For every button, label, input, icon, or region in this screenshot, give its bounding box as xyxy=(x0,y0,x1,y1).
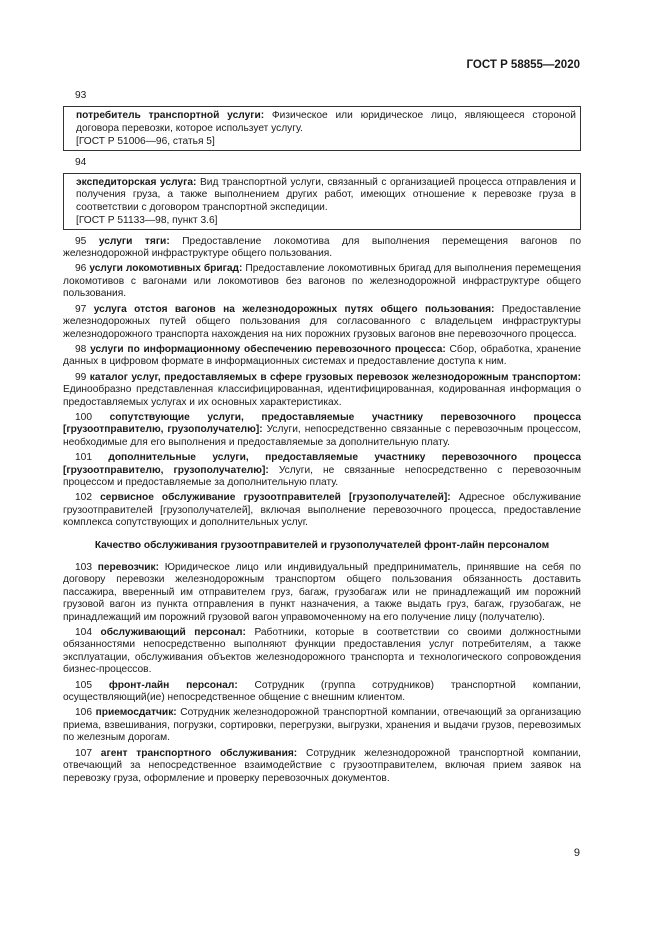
term-definition-paragraph xyxy=(76,177,576,214)
term-name: сопутствующие услуги, предоставляемые участнику перевозочного процесса [грузоотправителю, грузополучателю]: xyxy=(63,411,581,436)
page-content xyxy=(63,90,581,788)
term-definition: Адресное обслуживание грузоотправителей [грузополучателей], включая выполнение перевозочного процесса, предоставление комплекса сопутствующих и дополнительных услуг. xyxy=(63,492,581,529)
term-name: агент транспортного обслуживания: xyxy=(100,747,298,759)
term-definition: Предоставление железнодорожных путей общего пользования для согласованного с владельцем инфраструктуры железнодорожного транспорта нахождения на них порожних грузовых вагонов вне перевозочного процесса. xyxy=(63,303,581,340)
document-id: ГОСТ Р 58855—2020 xyxy=(466,59,580,71)
term-name: услуга отстоя вагонов на железнодорожных путях общего пользования: xyxy=(93,303,495,315)
term-definition: Предоставление локомотивных бригад для выполнения перемещения локомотивов с вагонами или локомотивов без вагонов по железнодорожной инфраструктуре общего пользования. xyxy=(63,263,582,300)
term-name: потребитель транспортной услуги: xyxy=(76,110,265,122)
term-number: 99 xyxy=(75,371,87,383)
term-name: сервисное обслуживание грузоотправителей [грузополучателей]: xyxy=(100,492,451,504)
term-definition: Физическое или юридическое лицо, являющееся стороной договора перевозки, которое использует услугу. xyxy=(76,110,576,134)
term-reference: [ГОСТ Р 51133—98, пункт 3.6] xyxy=(76,215,218,227)
term-number: 101 xyxy=(75,452,92,464)
term-name: приемосдатчик: xyxy=(95,707,177,719)
section-heading: Качество обслуживания грузоотправителей и грузополучателей фронт-лайн персоналом xyxy=(94,539,550,551)
term-entry xyxy=(63,452,581,489)
term-definition: Работники, которые в соответствии со своими должностными обязанностями непосредственно выполняют функции предоставления услуг потребителям, а также эксплуатации, обслуживания объектов железнодорожного транспорта и технологического сопровождения бизнес-процессов. xyxy=(63,627,581,676)
term-number: 107 xyxy=(75,747,92,759)
term-name: каталог услуг, предоставляемых в сфере грузовых перевозок железнодорожным транспортом: xyxy=(89,371,581,383)
term-number: 105 xyxy=(75,679,92,691)
term-entry xyxy=(63,680,581,705)
term-number: 106 xyxy=(75,707,92,719)
term-entry xyxy=(63,627,581,677)
term-entry xyxy=(63,372,581,409)
term-number: 97 xyxy=(75,303,87,315)
term-definition: Сбор, обработка, хранение данных в цифровом формате в информационных системах и предоставление доступа к ним. xyxy=(63,343,581,368)
term-definition: Услуги, не связанные непосредственно с перевозочным процессом и предоставляемые за дополнительную плату. xyxy=(63,464,582,488)
term-name: обслуживающий персонал: xyxy=(100,627,246,639)
term-entry xyxy=(63,707,581,744)
term-definition-paragraph xyxy=(76,110,576,135)
term-definition: Сотрудник (группа сотрудников) транспортной компании, осуществляющий(ие) непосредственное общение с внешним клиентом. xyxy=(63,679,581,704)
term-entry xyxy=(63,236,581,261)
term-name: перевозчик: xyxy=(97,562,159,573)
boxed-term xyxy=(63,106,581,150)
term-definition: Сотрудник железнодорожной транспортной компании, отвечающий за непосредственное взаимодействие с грузоотправителем, включая прием заявок на перевозку груза, оформление и проверку перевозочных документов. xyxy=(63,747,581,784)
term-name: услуги локомотивных бригад: xyxy=(89,263,243,275)
term-number: 98 xyxy=(75,343,87,355)
term-number: 96 xyxy=(75,263,87,275)
term-definition: Предоставление локомотива для выполнения перемещения вагонов по железнодорожной инфраструктуре общего пользования. xyxy=(63,235,581,260)
term-number: 103 xyxy=(75,562,92,573)
term-number: 95 xyxy=(75,235,87,247)
term-name: дополнительные услуги, предоставляемые участнику перевозочного процесса [грузоотправителю, грузополучателю]: xyxy=(63,452,581,476)
term-number: 100 xyxy=(75,411,92,423)
boxed-term xyxy=(63,173,581,230)
term-definition: Сотрудник железнодорожной транспортной компании, отвечающий за организацию приема, взвешивания, погрузки, сортировки, перегрузки, выгрузки, хранения и выдачи грузов, перевозимых по железным дорогам. xyxy=(63,707,581,744)
term-number: 93 xyxy=(75,90,87,101)
term-entry xyxy=(63,748,581,785)
term-entry xyxy=(63,304,581,341)
term-entry xyxy=(63,412,581,449)
term-entry xyxy=(63,562,581,624)
term-reference: [ГОСТ Р 51006—96, статья 5] xyxy=(76,136,215,148)
term-definition: Юридическое лицо или индивидуальный предприниматель, принявшие на себя по договору перевозки железнодорожным транспортом общего пользования обязанность доставить пассажира, вверенный им отправителем груз, багаж, грузобагаж или не принадлежащий им порожний грузовой вагон из пункта отправления в пункт назначения, а также выдать груз, багаж, грузобагаж, не принадлежащий им порожний грузовой вагон управомоченному на его получение лицу (получателю). xyxy=(63,562,581,623)
term-name: экспедиторская услуга: xyxy=(76,177,197,189)
term-name: услуги по информационному обеспечению перевозочного процесса: xyxy=(90,343,446,355)
term-definition: Вид транспортной услуги, связанный с организацией процесса отправления и получения груза, а также выполнением других работ, имеющих отношение к перевозке груза в соответствии с договором транспортной экспедиции. xyxy=(76,177,576,213)
term-definition: Услуги, непосредственно связанные с перевозочным процессом, необходимые для его выполнения и предоставляемые за дополнительную плату. xyxy=(63,424,581,448)
term-number: 94 xyxy=(75,156,87,168)
term-definition: Единообразно представленная классифицированная, идентифицированная, кодированная информация о предоставляемых услугах и их основных характеристиках. xyxy=(63,384,581,408)
term-entry xyxy=(63,492,581,529)
term-number: 104 xyxy=(75,627,92,639)
term-name: услуги тяги: xyxy=(98,235,170,247)
term-entry xyxy=(63,263,581,300)
term-name: фронт-лайн персонал: xyxy=(108,679,238,691)
term-entry xyxy=(63,344,581,369)
page-number: 9 xyxy=(573,847,580,859)
term-number: 102 xyxy=(75,492,92,504)
